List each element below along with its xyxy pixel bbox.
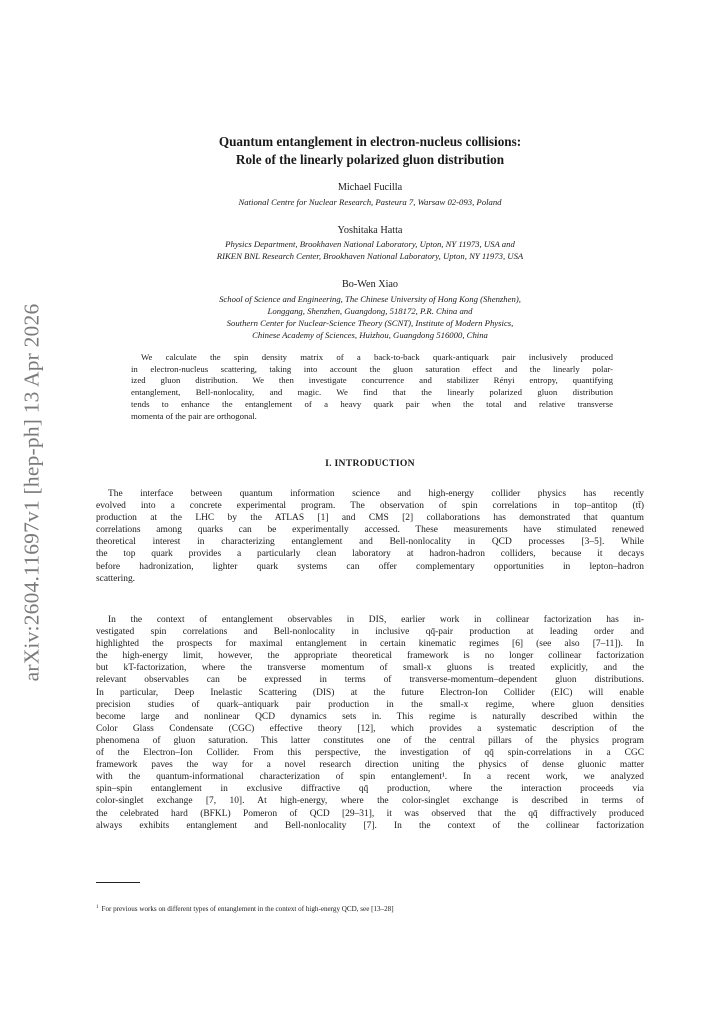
paper-title	[100, 133, 640, 169]
affiliation-line: Physics Department, Brookhaven National Laboratory, Upton, NY 11973, USA and	[225, 239, 515, 249]
body-line: production at the LHC by the ATLAS [1] and CMS [2] collaborations has demonstrated that quantum	[96, 513, 644, 524]
body-line: In the context of entanglement observables in DIS, earlier work in collinear factorization has in-	[108, 615, 644, 625]
footnote-divider	[96, 882, 140, 883]
affiliation-line: Chinese Academy of Sciences, Huizhou, Guangdong 516000, China	[252, 330, 488, 340]
body-line: highlighted the prospects for maximal entanglement in certain kinematic regimes [6] (see also [7–11]). In	[96, 639, 644, 650]
footnote	[96, 905, 644, 913]
body-line: correlations among quarks can be experimentally accessed. These measurements have stimulated renewed	[96, 525, 644, 536]
body-paragraph	[96, 488, 644, 585]
body-line: Color Glass Condensate (CGC) effective theory [12], which provides a systematic description of the	[96, 723, 644, 734]
body-line: always exhibits entanglement and Bell-nonlocality [7]. In the context of the collinear factorization	[96, 820, 644, 831]
body-line: framework paves the way for a novel research direction uniting the physics of dense gluonic matter	[96, 760, 644, 771]
body-line: precision studies of quark–antiquark pair production in the small-x regime, where gluon densities	[96, 699, 644, 710]
affiliation-line: Longgang, Shenzhen, Guangdong, 518172, P.R. China and	[267, 306, 473, 316]
author-affiliation	[100, 238, 640, 262]
body-line: become large and nonlinear QCD dynamics sets in. This regime is naturally described within the	[96, 711, 644, 722]
section-heading: I. INTRODUCTION	[325, 458, 415, 469]
body-line: theoretical interest in characterizing entanglement and Bell-nonlocality in QCD processes [3–5]. While	[96, 537, 644, 548]
title-line: Role of the linearly polarized gluon distribution	[235, 152, 505, 167]
arxiv-identifier-text: arXiv:2604.11697v1 [hep-ph] 13 Apr 2026	[19, 303, 44, 681]
abstract-line: momenta of the pair are orthogonal.	[131, 410, 257, 421]
body-line: The interface between quantum information science and high-energy collider physics has recently	[108, 489, 644, 499]
title-line: Quantum entanglement in electron-nucleus collisions:	[218, 134, 522, 149]
author-affiliation	[100, 196, 640, 208]
body-paragraph	[96, 614, 644, 832]
body-line: spin–spin entanglement in exclusive diffractive qq̄ production, where the interaction proceeds via	[96, 784, 644, 795]
author-affiliation	[100, 293, 640, 341]
body-line: of the Electron–Ion Collider. From this perspective, the investigation of qq̄ spin-correlations in a CGC	[96, 748, 644, 759]
body-line: the high-energy limit, however, the appropriate theoretical framework is no longer collinear factorization	[96, 651, 644, 662]
body-line: relevant observables can be expressed in terms of transverse-momentum–dependent gluon distributions.	[96, 675, 644, 686]
body-line: color-singlet exchange [7, 10]. At high-energy, where the color-singlet exchange is described in terms of	[96, 796, 644, 807]
arxiv-identifier-stamp	[8, 292, 56, 692]
author-name: Bo-Wen Xiao	[341, 279, 399, 290]
abstract-line: entanglement, Bell-nonlocality, and magic. We find that the linearly polarized gluon distribution	[131, 387, 613, 398]
body-line: evolved into a concrete experimental program. The observation of spin correlations in top–antitop (tt̄)	[96, 501, 644, 512]
body-line: scattering.	[96, 573, 136, 584]
author-name: Michael Fucilla	[337, 182, 403, 193]
abstract-line: tends to enhance the entanglement of a heavy quark pair when the total and relative transverse	[131, 398, 613, 409]
abstract-line: We calculate the spin density matrix of a back-to-back quark-antiquark pair inclusively produced	[141, 352, 613, 362]
body-line: before hadronization, lighter quark systems can offer complementary opportunities in lepton–hadron	[96, 561, 644, 572]
body-line: In particular, Deep Inelastic Scattering (DIS) at the future Electron-Ion Collider (EIC) will enable	[96, 687, 644, 698]
body-line: vestigated spin correlations and Bell-nonlocality in inclusive qq̄-pair production at leading order and	[96, 627, 644, 638]
body-line: the celebrated hard (BFKL) Pomeron of QCD [29–31], it was observed that the qq̄ diffractively produced	[96, 808, 644, 819]
affiliation-line: Southern Center for Nuclear-Science Theory (SCNT), Institute of Modern Physics,	[226, 318, 514, 328]
footnote-text: For previous works on different types of entanglement in the context of high-energy QCD, see [13–28]	[101, 905, 394, 913]
body-line: but kT-factorization, where the transverse momentum of small-x gluons is treated explicitly, and the	[96, 663, 644, 674]
abstract-line: in electron-nucleus scattering, taking into account the gluon saturation effect and the linearly polar-	[131, 363, 613, 374]
affiliation-line: RIKEN BNL Research Center, Brookhaven National Laboratory, Upton, NY 11973, USA	[216, 251, 524, 261]
body-line: phenomena of gluon saturation. This latter constitutes one of the central pillars of the physics program	[96, 735, 644, 746]
author-name: Yoshitaka Hatta	[337, 225, 403, 236]
body-line: the top quark provides a particularly clean laboratory at hadron-hadron colliders, because it decays	[96, 549, 644, 560]
affiliation-line: School of Science and Engineering, The Chinese University of Hong Kong (Shenzhen),	[219, 294, 521, 304]
abstract	[131, 352, 613, 422]
abstract-line: ized gluon distribution. We then investigate concurrence and stabilizer Rényi entropy, quantifying	[131, 375, 613, 386]
affiliation-line: National Centre for Nuclear Research, Pasteura 7, Warsaw 02-093, Poland	[238, 197, 502, 207]
footnote-mark: 1	[96, 905, 99, 910]
body-line: with the quantum-informational characterization of spin entanglement¹. In a recent work, we analyzed	[96, 772, 644, 783]
